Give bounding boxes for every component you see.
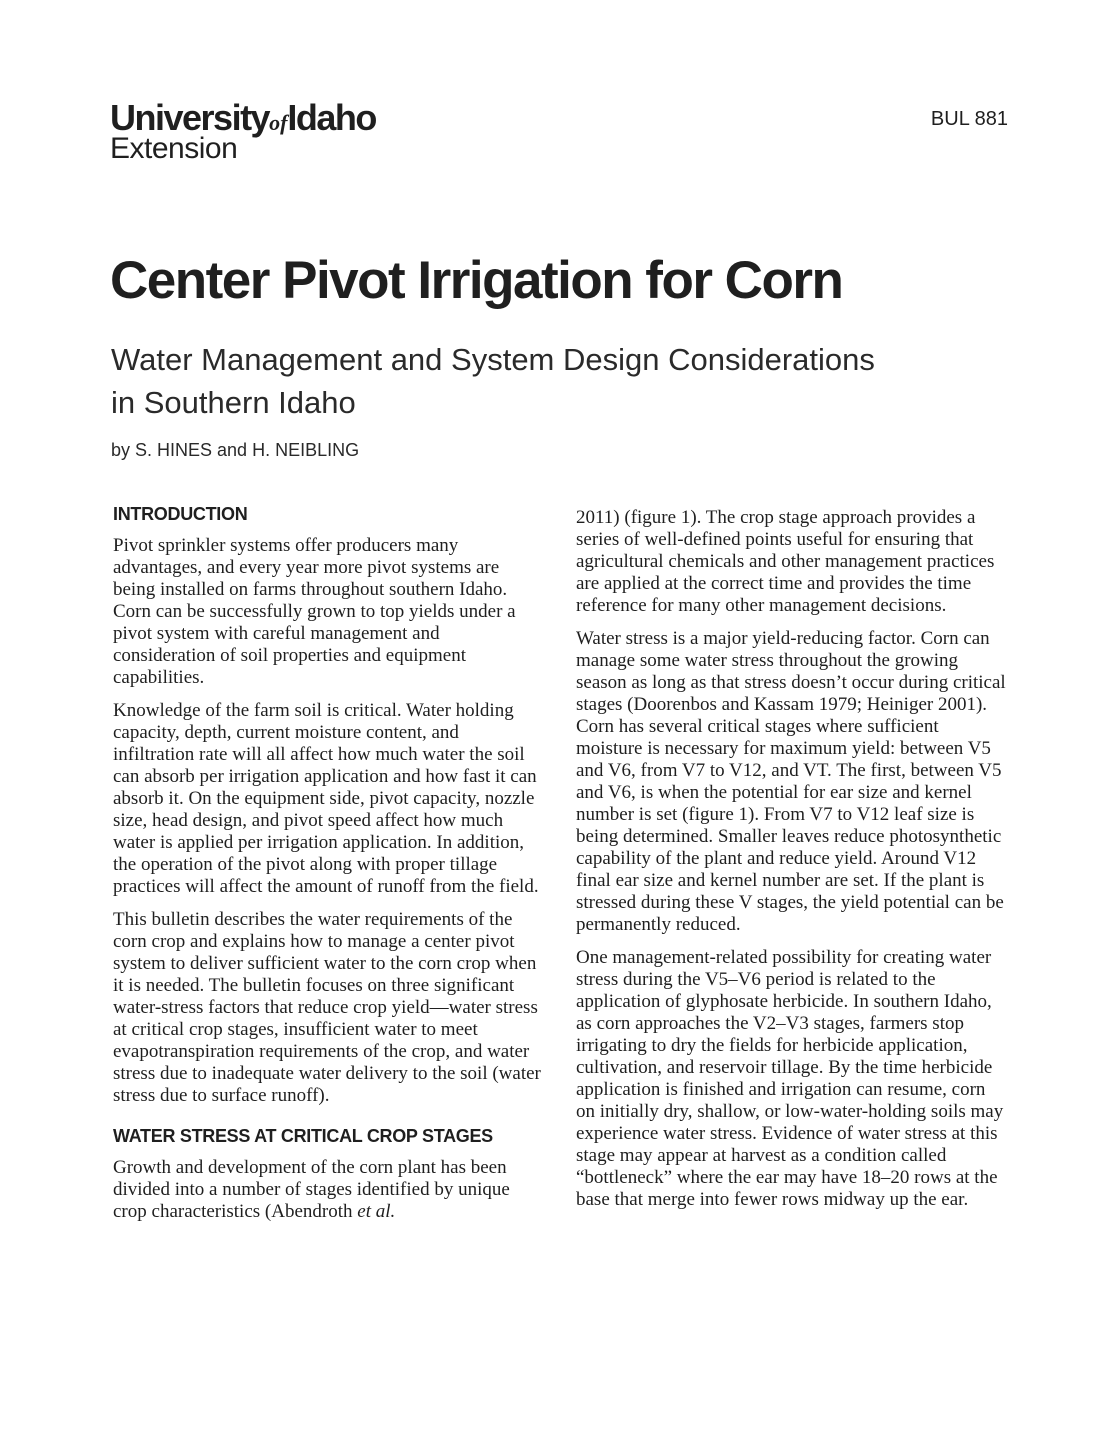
intro-paragraph-1: Pivot sprinkler systems offer producers many advantages, and every year more pivot systems are being installed on farms throughout southern Idaho. Corn can be successfully grown to top yields under a pivot system with careful management and consideration of soil properties and equipment capabilities. — [113, 535, 516, 688]
subtitle-line-2: in Southern Idaho — [111, 385, 356, 420]
heading-water-stress-critical-stages: WATER STRESS AT CRITICAL CROP STAGES — [113, 1126, 493, 1146]
right-paragraph-2: Water stress is a major yield-reducing factor. Corn can manage some water stress throughout the growing season as long as that stress doesn’t occur during critical stages (Doorenbos and Kassam 1979; Heiniger 2001). Corn has several critical stages where sufficient moisture is necessary for maximum yield: between V5 and V6, from V7 to V12, and VT. The first, between V5 and V6, is when the potential for ear size and kernel number is set (figure 1). From V7 to V12 leaf size is being determined. Smaller leaves reduce photosynthetic capability of the plant and reduce yield. Around V12 final ear size and kernel number are set. If the plant is stressed during these V stages, the yield potential can be permanently reduced. — [576, 628, 1006, 935]
intro-paragraph-3: This bulletin describes the water requirements of the corn crop and explains how to manage a center pivot system to deliver sufficient water to the corn crop when it is needed. The bulletin focuses on three significant water-stress factors that reduce crop yield—water stress at critical crop stages, insufficient water to meet evapotranspiration requirements of the crop, and water stress due to inadequate water delivery to the soil (water stress due to surface runoff). — [113, 909, 541, 1106]
stress-paragraph-1-italic: et al. — [357, 1201, 396, 1222]
bulletin-number: BUL 881 — [930, 108, 1008, 130]
right-column — [576, 503, 1008, 1222]
logo-extension: Extension — [110, 132, 238, 165]
left-column — [113, 503, 543, 1234]
right-paragraph-1: 2011) (figure 1). The crop stage approach provides a series of well-defined points useful for ensuring that agricultural chemicals and other management practices are applied at the correct time and provides the time reference for many other management decisions. — [576, 507, 995, 616]
right-paragraph-3: One management-related possibility for creating water stress during the V5–V6 period is related to the application of glyphosate herbicide. In southern Idaho, as corn approaches the V2–V3 stages, farmers stop irrigating to dry the fields for herbicide application, cultivation, and reservoir tillage. By the time herbicide application is finished and irrigation can resume, corn on initially dry, shallow, or low-water-holding soils may experience water stress. Evidence of water stress at this stage may appear at harvest as a condition called “bottleneck” where the ear may have 18–20 rows at the base that merge into fewer rows midway up the ear. — [576, 947, 1004, 1210]
heading-introduction: INTRODUCTION — [113, 504, 248, 524]
stress-paragraph-1-text: Growth and development of the corn plant has been divided into a number of stages identified by unique crop characteristics (Abendroth — [113, 1157, 510, 1222]
page-subtitle — [111, 338, 1011, 424]
logo-university: University — [110, 97, 270, 138]
stress-paragraph-1 — [113, 1157, 543, 1223]
subtitle-line-1: Water Management and System Design Considerations — [111, 342, 875, 377]
university-of-idaho-extension-logo — [110, 97, 376, 165]
logo-idaho: Idaho — [287, 97, 376, 138]
page-title: Center Pivot Irrigation for Corn — [110, 251, 843, 310]
intro-paragraph-2: Knowledge of the farm soil is critical. Water holding capacity, depth, current moisture content, and infiltration rate will all affect how much water the soil can absorb per irrigation application and how fast it can absorb it. On the equipment side, pivot capacity, nozzle size, head design, and pivot speed affect how much water is applied per irrigation application. In addition, the operation of the pivot along with proper tillage practices will affect the amount of runoff from the field. — [113, 700, 539, 897]
authors-byline: by S. HINES and H. NEIBLING — [111, 440, 360, 460]
logo-of: of — [269, 110, 288, 135]
